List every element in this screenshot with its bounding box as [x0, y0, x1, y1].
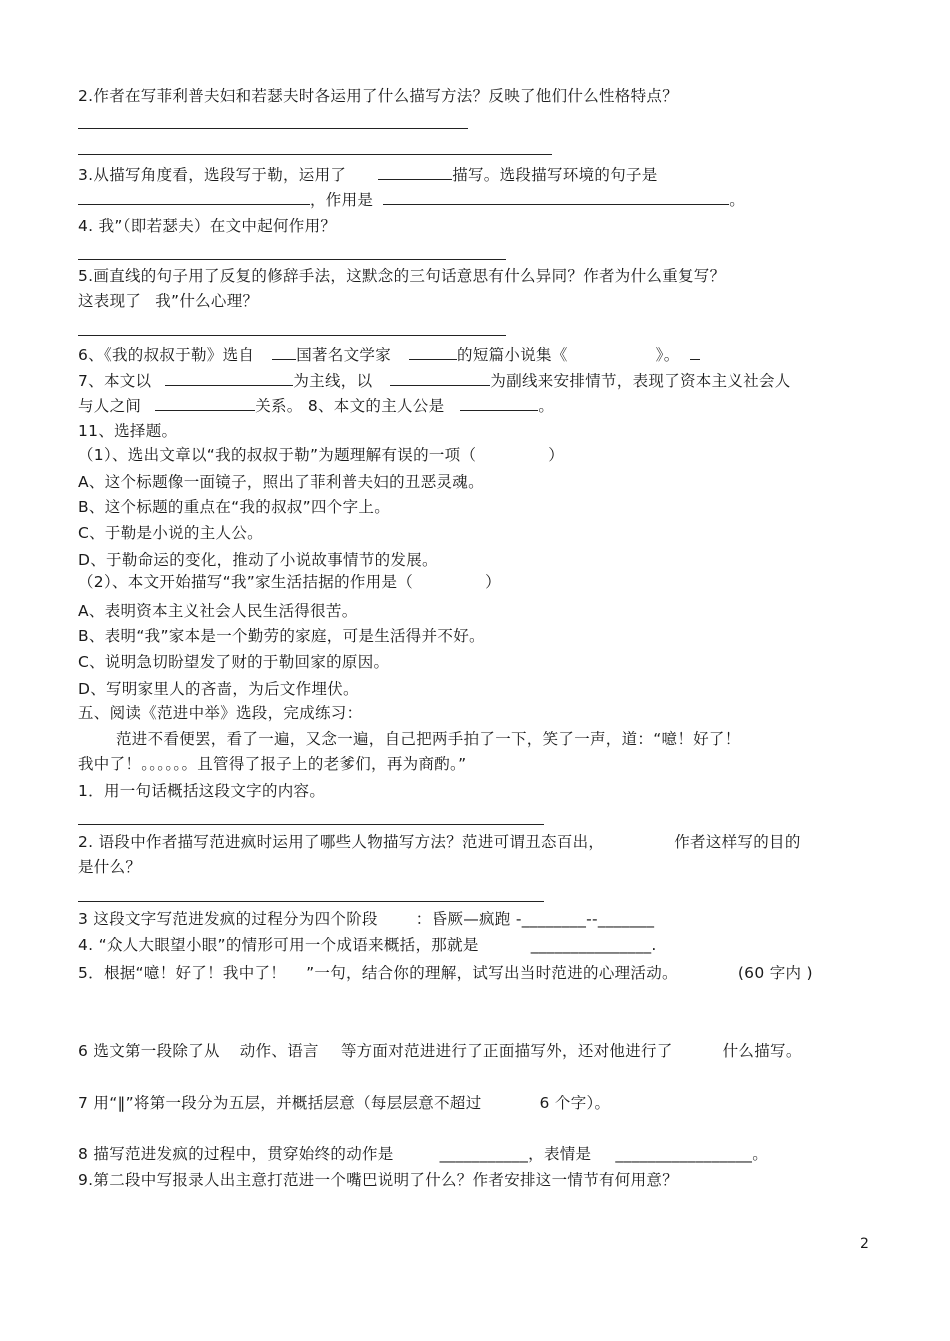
q5-text-a: 这表现了 — [78, 292, 142, 310]
s5-q7-text-a: 7 用“‖”将第一段分为五层，并概括层意（每层层意不超过 — [78, 1094, 482, 1112]
passage-line2: 我中了！。。。。。。且管得了报子上的老爹们，再为商酌。” — [78, 755, 467, 773]
s5-q5-text-a: 5．根据“噫！好了！我中了！ — [78, 964, 287, 982]
question-5-line2 — [78, 291, 258, 311]
option-d: D、写明家里人的吝啬，为后文作埋伏。 — [78, 680, 359, 698]
question-7-line1 — [78, 370, 791, 391]
s5-q3-text-b: ：昏厥—疯跑 -________--_______ — [415, 910, 655, 928]
blank — [165, 370, 293, 386]
q6-text-a: 6、《我的叔叔于勒》选自 — [78, 346, 255, 364]
s5-question-2-line2: 是什么？ — [78, 858, 142, 876]
question-3-line1 — [78, 164, 658, 185]
q7-text-a: 7、本文以 — [78, 372, 152, 390]
question-6 — [78, 344, 700, 365]
blank — [383, 189, 729, 205]
answer-line — [78, 824, 544, 825]
s5-question-3 — [78, 909, 654, 929]
s5-q8-text-c: _________________。 — [615, 1145, 769, 1163]
question-11-2 — [78, 572, 501, 592]
s5-q2-text-a: 2. 语段中作者描写范进疯时运用了哪些人物描写方法？范进可谓丑态百出， — [78, 833, 605, 851]
question-7-line2 — [78, 395, 554, 416]
q11-1-text: （1）、选出文章以“我的叔叔于勒”为题理解有误的一项（ — [78, 446, 477, 464]
question-5-line1: 5.画直线的句子用了反复的修辞手法，这默念的三句话意思有什么异同？作者为什么重复写？ — [78, 267, 726, 285]
answer-line — [78, 901, 544, 902]
q5-text-b: 我”什么心理？ — [155, 292, 259, 310]
q11-1-end: ） — [548, 446, 565, 464]
q7-text-b: 为主线，以 — [293, 372, 373, 390]
s5-q2-text-b: 作者这样写的目的 — [674, 833, 801, 851]
s5-q4-text-a: 4. “众人大眼望小眼”的情形可用一个成语来概括，那就是 — [78, 936, 479, 954]
s5-question-5 — [78, 963, 813, 983]
s5-question-9: 9.第二段中写报录人出主意打范进一个嘴巴说明了什么？作者安排这一情节有何用意？ — [78, 1171, 678, 1189]
q6-text-c: 的短篇小说集《 — [457, 346, 568, 364]
s5-question-2-line1 — [78, 832, 801, 852]
q11-2-text: （2）、本文开始描写“我”家生活拮据的作用是（ — [78, 573, 414, 591]
option-b: B、表明“我”家本是一个勤劳的家庭，可是生活得并不好。 — [78, 627, 485, 645]
answer-line — [78, 335, 506, 336]
s5-q6-text-b: 动作、语言 — [239, 1042, 319, 1060]
option-a: A、这个标题像一面镜子，照出了菲利普夫妇的丑恶灵魂。 — [78, 473, 484, 491]
passage-line1: 范进不看便罢，看了一遍，又念一遍，自己把两手拍了一下，笑了一声，道：“噫！好了！ — [116, 730, 741, 748]
answer-line — [78, 154, 552, 155]
answer-line — [78, 259, 506, 260]
s5-question-7 — [78, 1093, 610, 1113]
blank — [409, 344, 457, 360]
blank — [690, 344, 700, 360]
s5-q4-text-b: _______________. — [530, 936, 657, 954]
blank — [272, 344, 296, 360]
q6-text-d: 》。 — [655, 346, 680, 364]
q3-text-d: 。 — [729, 191, 746, 209]
s5-q6-text-d: 什么描写。 — [722, 1042, 802, 1060]
s5-question-1: 1．用一句话概括这段文字的内容。 — [78, 782, 326, 800]
option-c: C、说明急切盼望发了财的于勒回家的原因。 — [78, 653, 390, 671]
question-2: 2.作者在写菲利普夫妇和若瑟夫时各运用了什么描写方法？反映了他们什么性格特点？ — [78, 87, 678, 105]
answer-line — [78, 128, 468, 129]
blank — [378, 164, 452, 180]
blank — [390, 370, 490, 386]
q3-text-a: 3.从描写角度看，选段写于勒，运用了 — [78, 166, 347, 184]
s5-question-8 — [78, 1144, 768, 1164]
s5-question-4 — [78, 935, 657, 955]
blank — [78, 189, 310, 205]
s5-q5-text-c: (60 字内 ) — [737, 964, 813, 982]
option-d: D、于勒命运的变化，推动了小说故事情节的发展。 — [78, 551, 438, 569]
q3-text-b: 描写。选段描写环境的句子是 — [452, 166, 658, 184]
question-3-line2 — [78, 189, 745, 210]
section-5-title: 五、阅读《范进中举》选段，完成练习： — [78, 704, 363, 722]
q7-text-c: 为副线来安排情节，表现了资本主义社会人 — [490, 372, 791, 390]
blank — [460, 395, 538, 411]
q11-2-end: ） — [485, 573, 501, 591]
option-b: B、这个标题的重点在“我的叔叔”四个字上。 — [78, 498, 390, 516]
option-a: A、表明资本主义社会人民生活得很苦。 — [78, 602, 358, 620]
s5-q7-text-b: 6 个字）。 — [539, 1094, 611, 1112]
s5-q8-text-a: 8 描写范进发疯的过程中，贯穿始终的动作是 — [78, 1145, 394, 1163]
question-4: 4. 我”（即若瑟夫）在文中起何作用？ — [78, 217, 337, 235]
q3-text-c: ，作用是 — [310, 191, 374, 209]
s5-q3-text-a: 3 这段文字写范进发疯的过程分为四个阶段 — [78, 910, 378, 928]
q7-text-f: 。 — [538, 397, 555, 415]
s5-q8-text-b: ___________，表情是 — [439, 1145, 592, 1163]
s5-q5-text-b: ”一句，结合你的理解，试写出当时范进的心理活动。 — [306, 964, 678, 982]
question-11-1 — [78, 445, 564, 465]
question-11-title: 11、选择题。 — [78, 422, 178, 440]
q7-text-d: 与人之间 — [78, 397, 142, 415]
q6-text-b: 国著名文学家 — [296, 346, 392, 364]
blank — [155, 395, 255, 411]
option-c: C、于勒是小说的主人公。 — [78, 524, 263, 542]
page-number: 2 — [860, 1236, 869, 1252]
s5-q6-text-c: 等方面对范进进行了正面描写外，还对他进行了 — [340, 1042, 673, 1060]
s5-question-6 — [78, 1041, 802, 1061]
s5-q6-text-a: 6 选文第一段除了从 — [78, 1042, 220, 1060]
q7-text-e: 关系。 8、本文的主人公是 — [255, 397, 445, 415]
